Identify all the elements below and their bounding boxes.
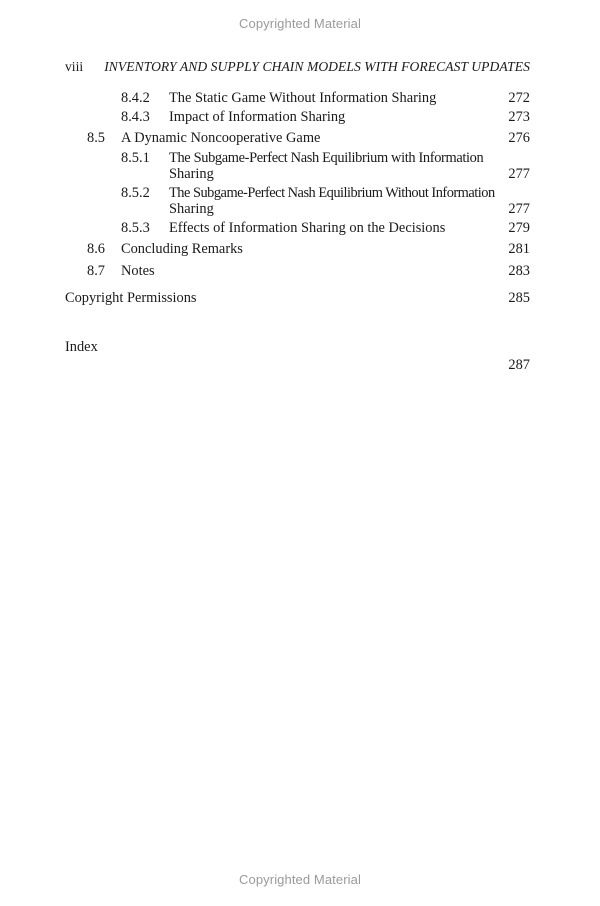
watermark-top: Copyrighted Material: [239, 16, 361, 31]
toc-title-line2: Sharing: [169, 166, 214, 182]
toc-entry-8-5-2[interactable]: [65, 185, 530, 219]
toc-number: 8.5: [87, 130, 105, 146]
toc-title-line1: The Subgame-Perfect Nash Equilibrium Without Information: [169, 185, 495, 201]
toc-number: 8.5.3: [121, 220, 150, 236]
toc-title-line1: The Subgame-Perfect Nash Equilibrium with Information: [169, 150, 484, 166]
toc-number: 8.4.2: [121, 90, 150, 106]
toc-page-number: 287: [508, 357, 530, 373]
toc-page-number: 272: [508, 90, 530, 106]
toc-title: Copyright Permissions: [65, 290, 197, 306]
toc-page-number: 273: [508, 109, 530, 125]
toc-number: 8.5.2: [121, 185, 150, 201]
toc-entry-copyright-permissions[interactable]: [65, 290, 530, 307]
toc-entry-index[interactable]: [65, 339, 530, 373]
toc-title-line2: Sharing: [169, 201, 214, 217]
toc-entry-8-5[interactable]: [65, 130, 530, 147]
toc-number: 8.7: [87, 263, 105, 279]
toc-page-number: 285: [508, 290, 530, 306]
running-head: [65, 59, 530, 77]
toc-title: Impact of Information Sharing: [169, 109, 346, 125]
toc-number: 8.4.3: [121, 109, 150, 125]
watermark-bottom: Copyrighted Material: [239, 872, 361, 887]
toc-entry-8-6[interactable]: [65, 241, 530, 258]
toc-entry-8-4-3[interactable]: [65, 109, 530, 126]
toc-page-number: 277: [508, 201, 530, 217]
toc-page-number: 283: [508, 263, 530, 279]
book-title: INVENTORY AND SUPPLY CHAIN MODELS WITH FORECAST UPDATES: [104, 59, 530, 74]
toc-number: 8.5.1: [121, 150, 150, 166]
toc-entry-8-7[interactable]: [65, 263, 530, 280]
page-folio: viii: [65, 59, 84, 74]
toc-title: The Static Game Without Information Sharing: [169, 90, 437, 106]
toc-page-number: 277: [508, 166, 530, 182]
toc-page-number: 276: [508, 130, 530, 146]
toc-title: Notes: [121, 263, 155, 279]
toc-page-number: 281: [508, 241, 530, 257]
toc-entry-8-5-1[interactable]: [65, 150, 530, 184]
toc-entry-8-5-3[interactable]: [65, 220, 530, 237]
toc-title: A Dynamic Noncooperative Game: [121, 130, 321, 146]
toc-number: 8.6: [87, 241, 105, 257]
toc-title: Effects of Information Sharing on the Decisions: [169, 220, 446, 236]
toc-title: Concluding Remarks: [121, 241, 243, 257]
toc-entry-8-4-2[interactable]: [65, 90, 530, 107]
toc-title: Index: [65, 339, 98, 355]
toc-page-number: 279: [508, 220, 530, 236]
